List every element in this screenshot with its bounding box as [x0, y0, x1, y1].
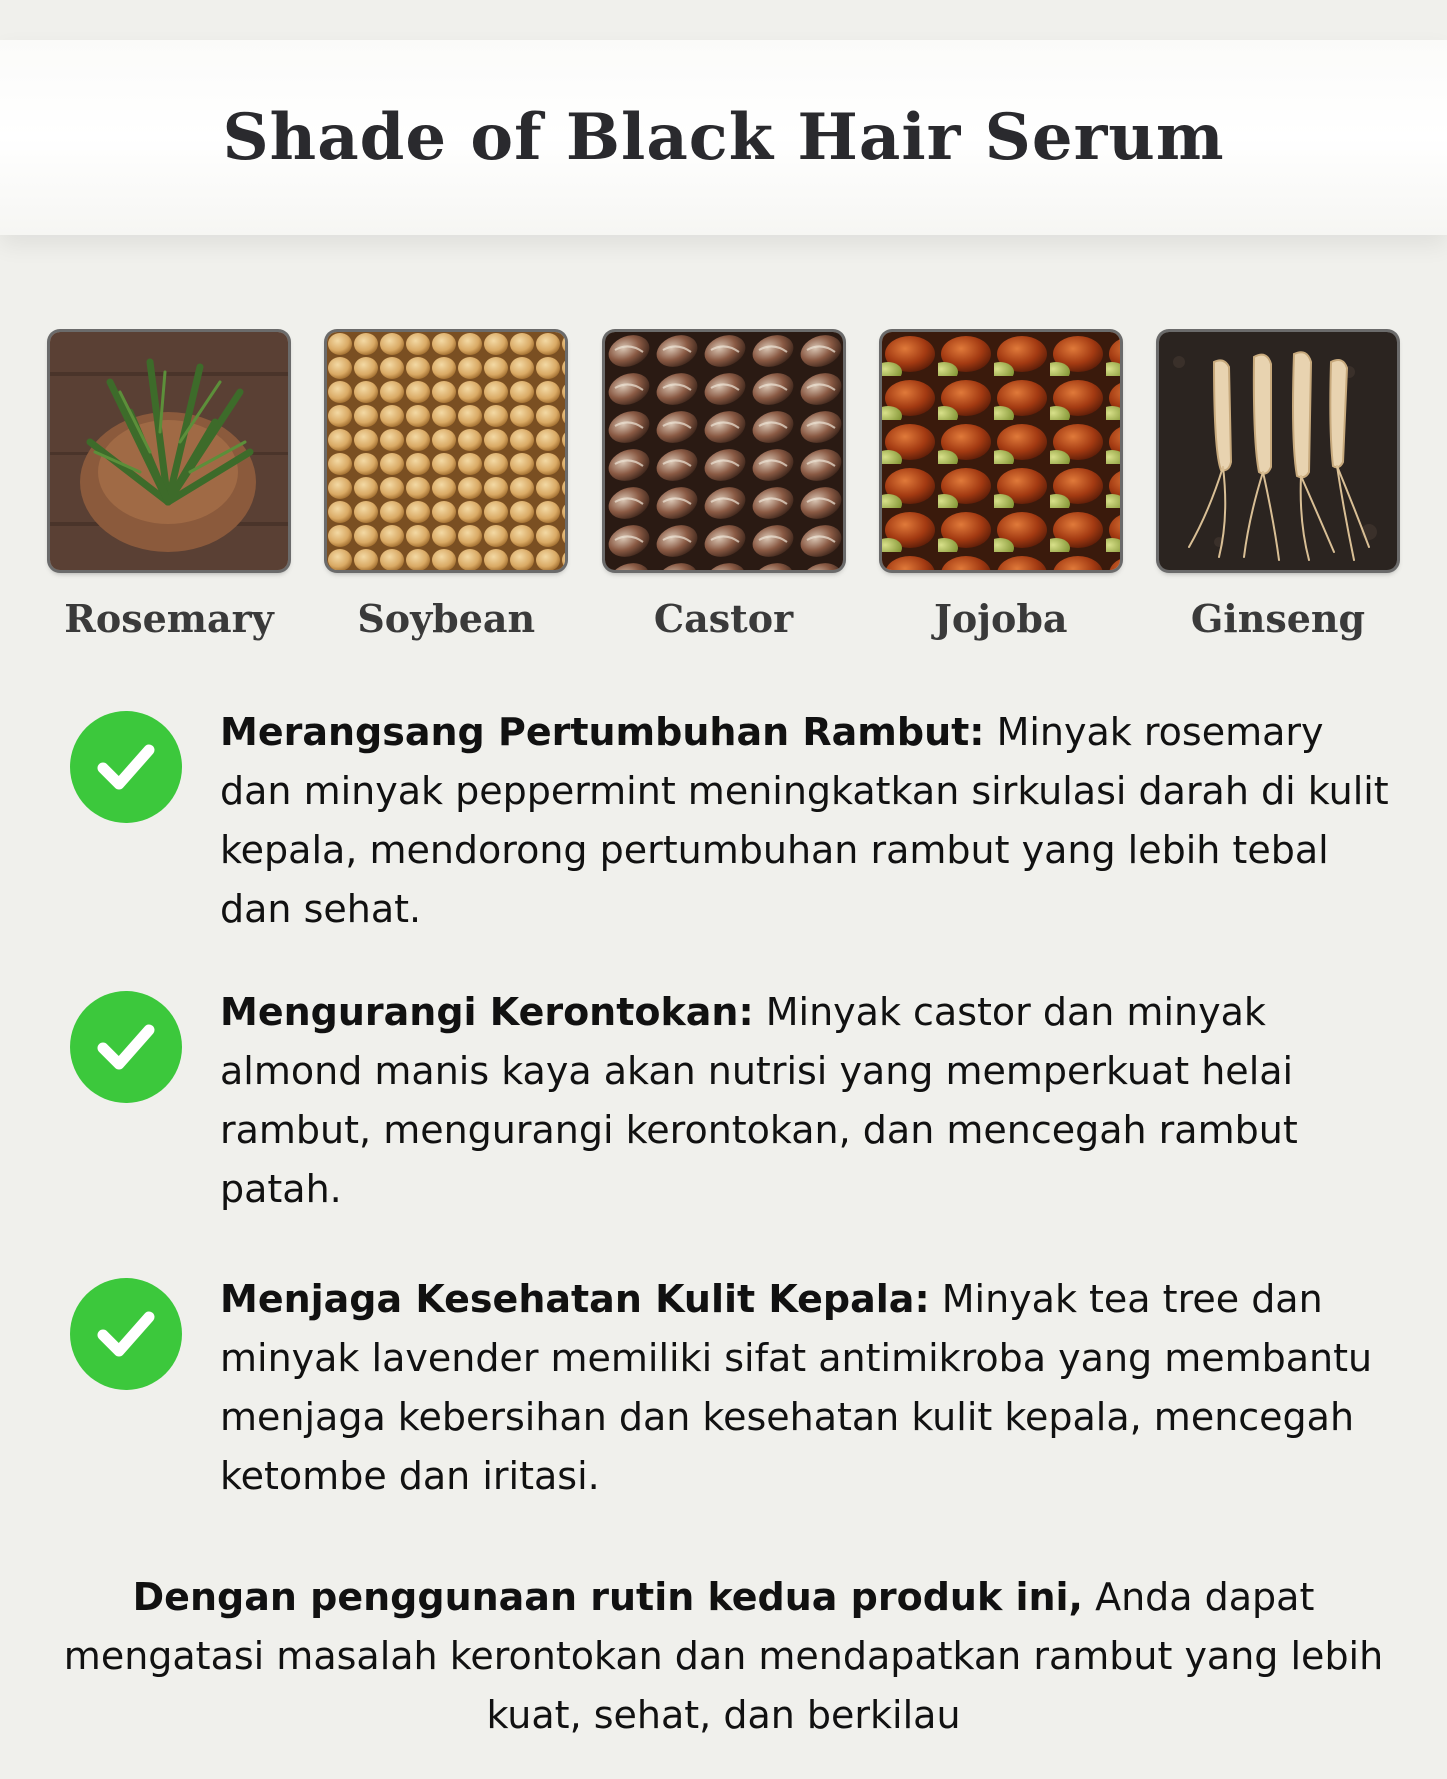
rosemary-photo — [50, 332, 288, 570]
ingredient-row — [50, 332, 1397, 641]
ginseng-roots-photo — [1159, 332, 1397, 570]
check-icon — [70, 1278, 182, 1390]
ingredient-jojoba — [882, 332, 1120, 641]
check-icon — [70, 711, 182, 823]
benefit-title: Mengurangi Kerontokan: — [220, 990, 754, 1034]
ingredient-label: Castor — [653, 596, 794, 641]
benefit-title: Menjaga Kesehatan Kulit Kepala: — [220, 1277, 930, 1321]
benefit-description: Minyak castor dan minyak almond manis kaya akan nutrisi yang memperkuat helai rambut, mengurangi kerontokan, dan mencegah rambut patah. — [220, 990, 1298, 1211]
benefit-description: Minyak tea tree dan minyak lavender memiliki sifat antimikroba yang membantu menjaga kebersihan dan kesehatan kulit kepala, mencegah ketombe dan iritasi. — [220, 1277, 1373, 1498]
benefit-title: Merangsang Pertumbuhan Rambut: — [220, 710, 985, 754]
title-banner — [0, 40, 1447, 235]
benefit-text — [220, 983, 1400, 1219]
benefit-text — [220, 703, 1400, 939]
ingredient-castor — [605, 332, 843, 641]
benefit-item — [70, 983, 1400, 1219]
ingredient-soybean — [327, 332, 565, 641]
closing-text: Anda dapat mengatasi masalah kerontokan dan mendapatkan rambut yang lebih kuat, sehat, dan berkilau — [63, 1575, 1384, 1737]
benefit-description: Minyak rosemary dan minyak peppermint meningkatkan sirkulasi darah di kulit kepala, mendorong pertumbuhan rambut yang lebih tebal dan sehat. — [220, 710, 1389, 931]
jojoba-seeds-photo — [882, 332, 1120, 570]
ingredient-ginseng — [1159, 332, 1397, 641]
page-title: Shade of Black Hair Serum — [222, 100, 1225, 175]
benefit-text — [220, 1270, 1400, 1506]
closing-statement — [30, 1568, 1417, 1745]
check-icon — [70, 991, 182, 1103]
benefit-item — [70, 1270, 1400, 1506]
ingredient-rosemary — [50, 332, 288, 641]
castor-beans-photo — [605, 332, 843, 570]
soybean-photo — [327, 332, 565, 570]
ingredient-label: Rosemary — [64, 596, 274, 641]
ingredient-label: Jojoba — [933, 596, 1068, 641]
ingredient-label: Soybean — [357, 596, 536, 641]
ingredient-label: Ginseng — [1190, 596, 1366, 641]
benefit-item — [70, 703, 1400, 939]
closing-bold: Dengan penggunaan rutin kedua produk ini, — [132, 1575, 1083, 1619]
